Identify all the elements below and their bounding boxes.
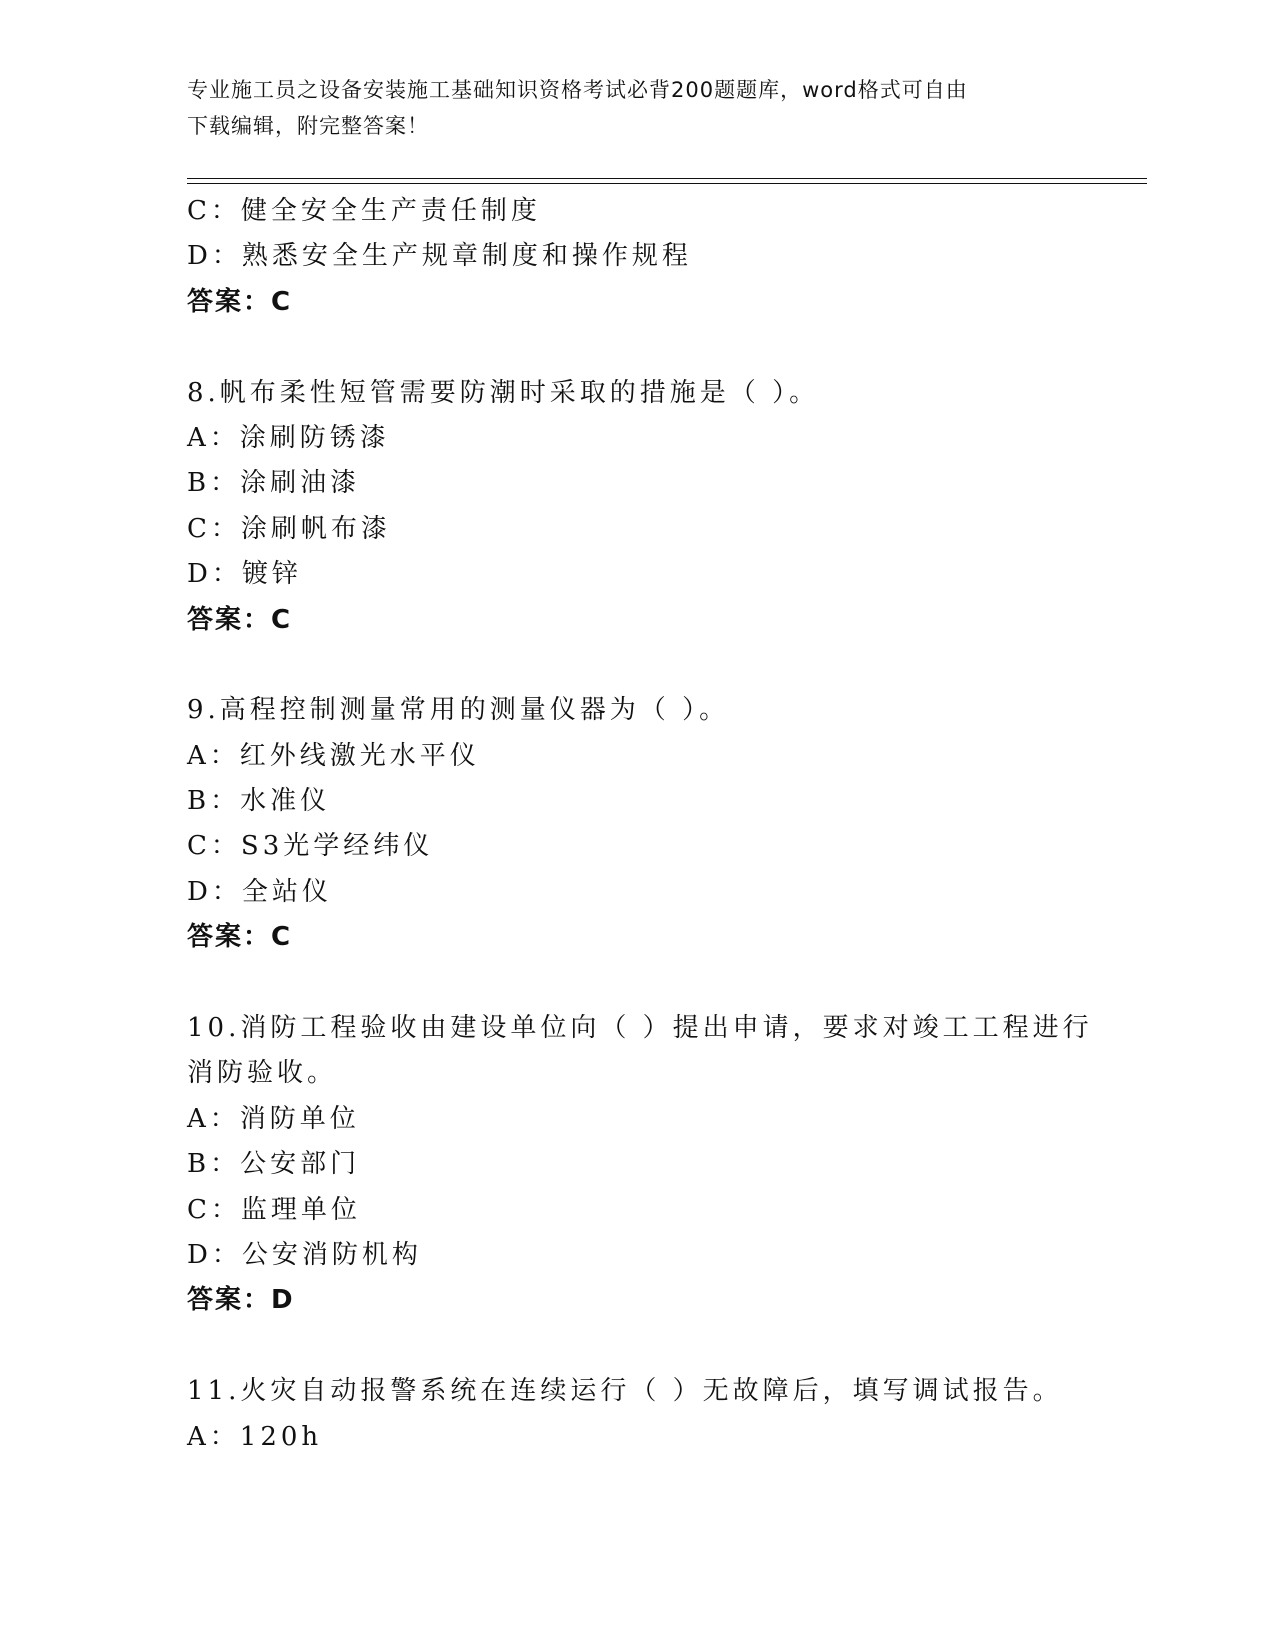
option-line: D：镀锌 (187, 559, 302, 590)
answer-line: 答案：D (187, 1285, 295, 1316)
option-line: B：水准仪 (187, 786, 331, 817)
question-line: 10.消防工程验收由建设单位向（ ）提出申请，要求对竣工工程进行 (187, 1013, 1093, 1044)
option-line: C：S3光学经纬仪 (187, 831, 434, 862)
option-line: A：120h (187, 1421, 323, 1452)
header-rule-top (187, 178, 1147, 179)
question-line: 8.帆布柔性短管需要防潮时采取的措施是（ ）。 (187, 377, 820, 408)
option-line: B：公安部门 (187, 1149, 361, 1180)
option-line: C：健全安全生产责任制度 (187, 196, 541, 226)
option-line: A：涂刷防锈漆 (187, 422, 390, 453)
option-line: A：消防单位 (187, 1103, 360, 1134)
option-line: C：监理单位 (187, 1194, 361, 1225)
header-rule-bottom (187, 183, 1147, 184)
option-line: B：涂刷油漆 (187, 468, 361, 499)
option-line: C：涂刷帆布漆 (187, 513, 391, 544)
question-list (187, 189, 1147, 1460)
answer-line: 答案：C (187, 286, 293, 317)
answer-line: 答案：C (187, 604, 293, 635)
question-line: 11.火灾自动报警系统在连续运行（ ）无故障后，填写调试报告。 (187, 1376, 1063, 1407)
option-line: D：熟悉安全生产规章制度和操作规程 (187, 241, 692, 272)
answer-line: 答案：C (187, 922, 293, 953)
question-line: 9.高程控制测量常用的测量仪器为（ ）。 (187, 695, 730, 726)
header-line-2: 下载编辑，附完整答案！ (187, 114, 429, 138)
question-line: 消防验收。 (187, 1058, 338, 1089)
option-line: D：全站仪 (187, 876, 332, 907)
header-line-1: 专业施工员之设备安装施工基础知识资格考试必背200题题库，word格式可自由 (187, 78, 968, 102)
document-header (187, 72, 1087, 144)
option-line: D：公安消防机构 (187, 1239, 422, 1270)
option-line: A：红外线激光水平仪 (187, 740, 480, 771)
